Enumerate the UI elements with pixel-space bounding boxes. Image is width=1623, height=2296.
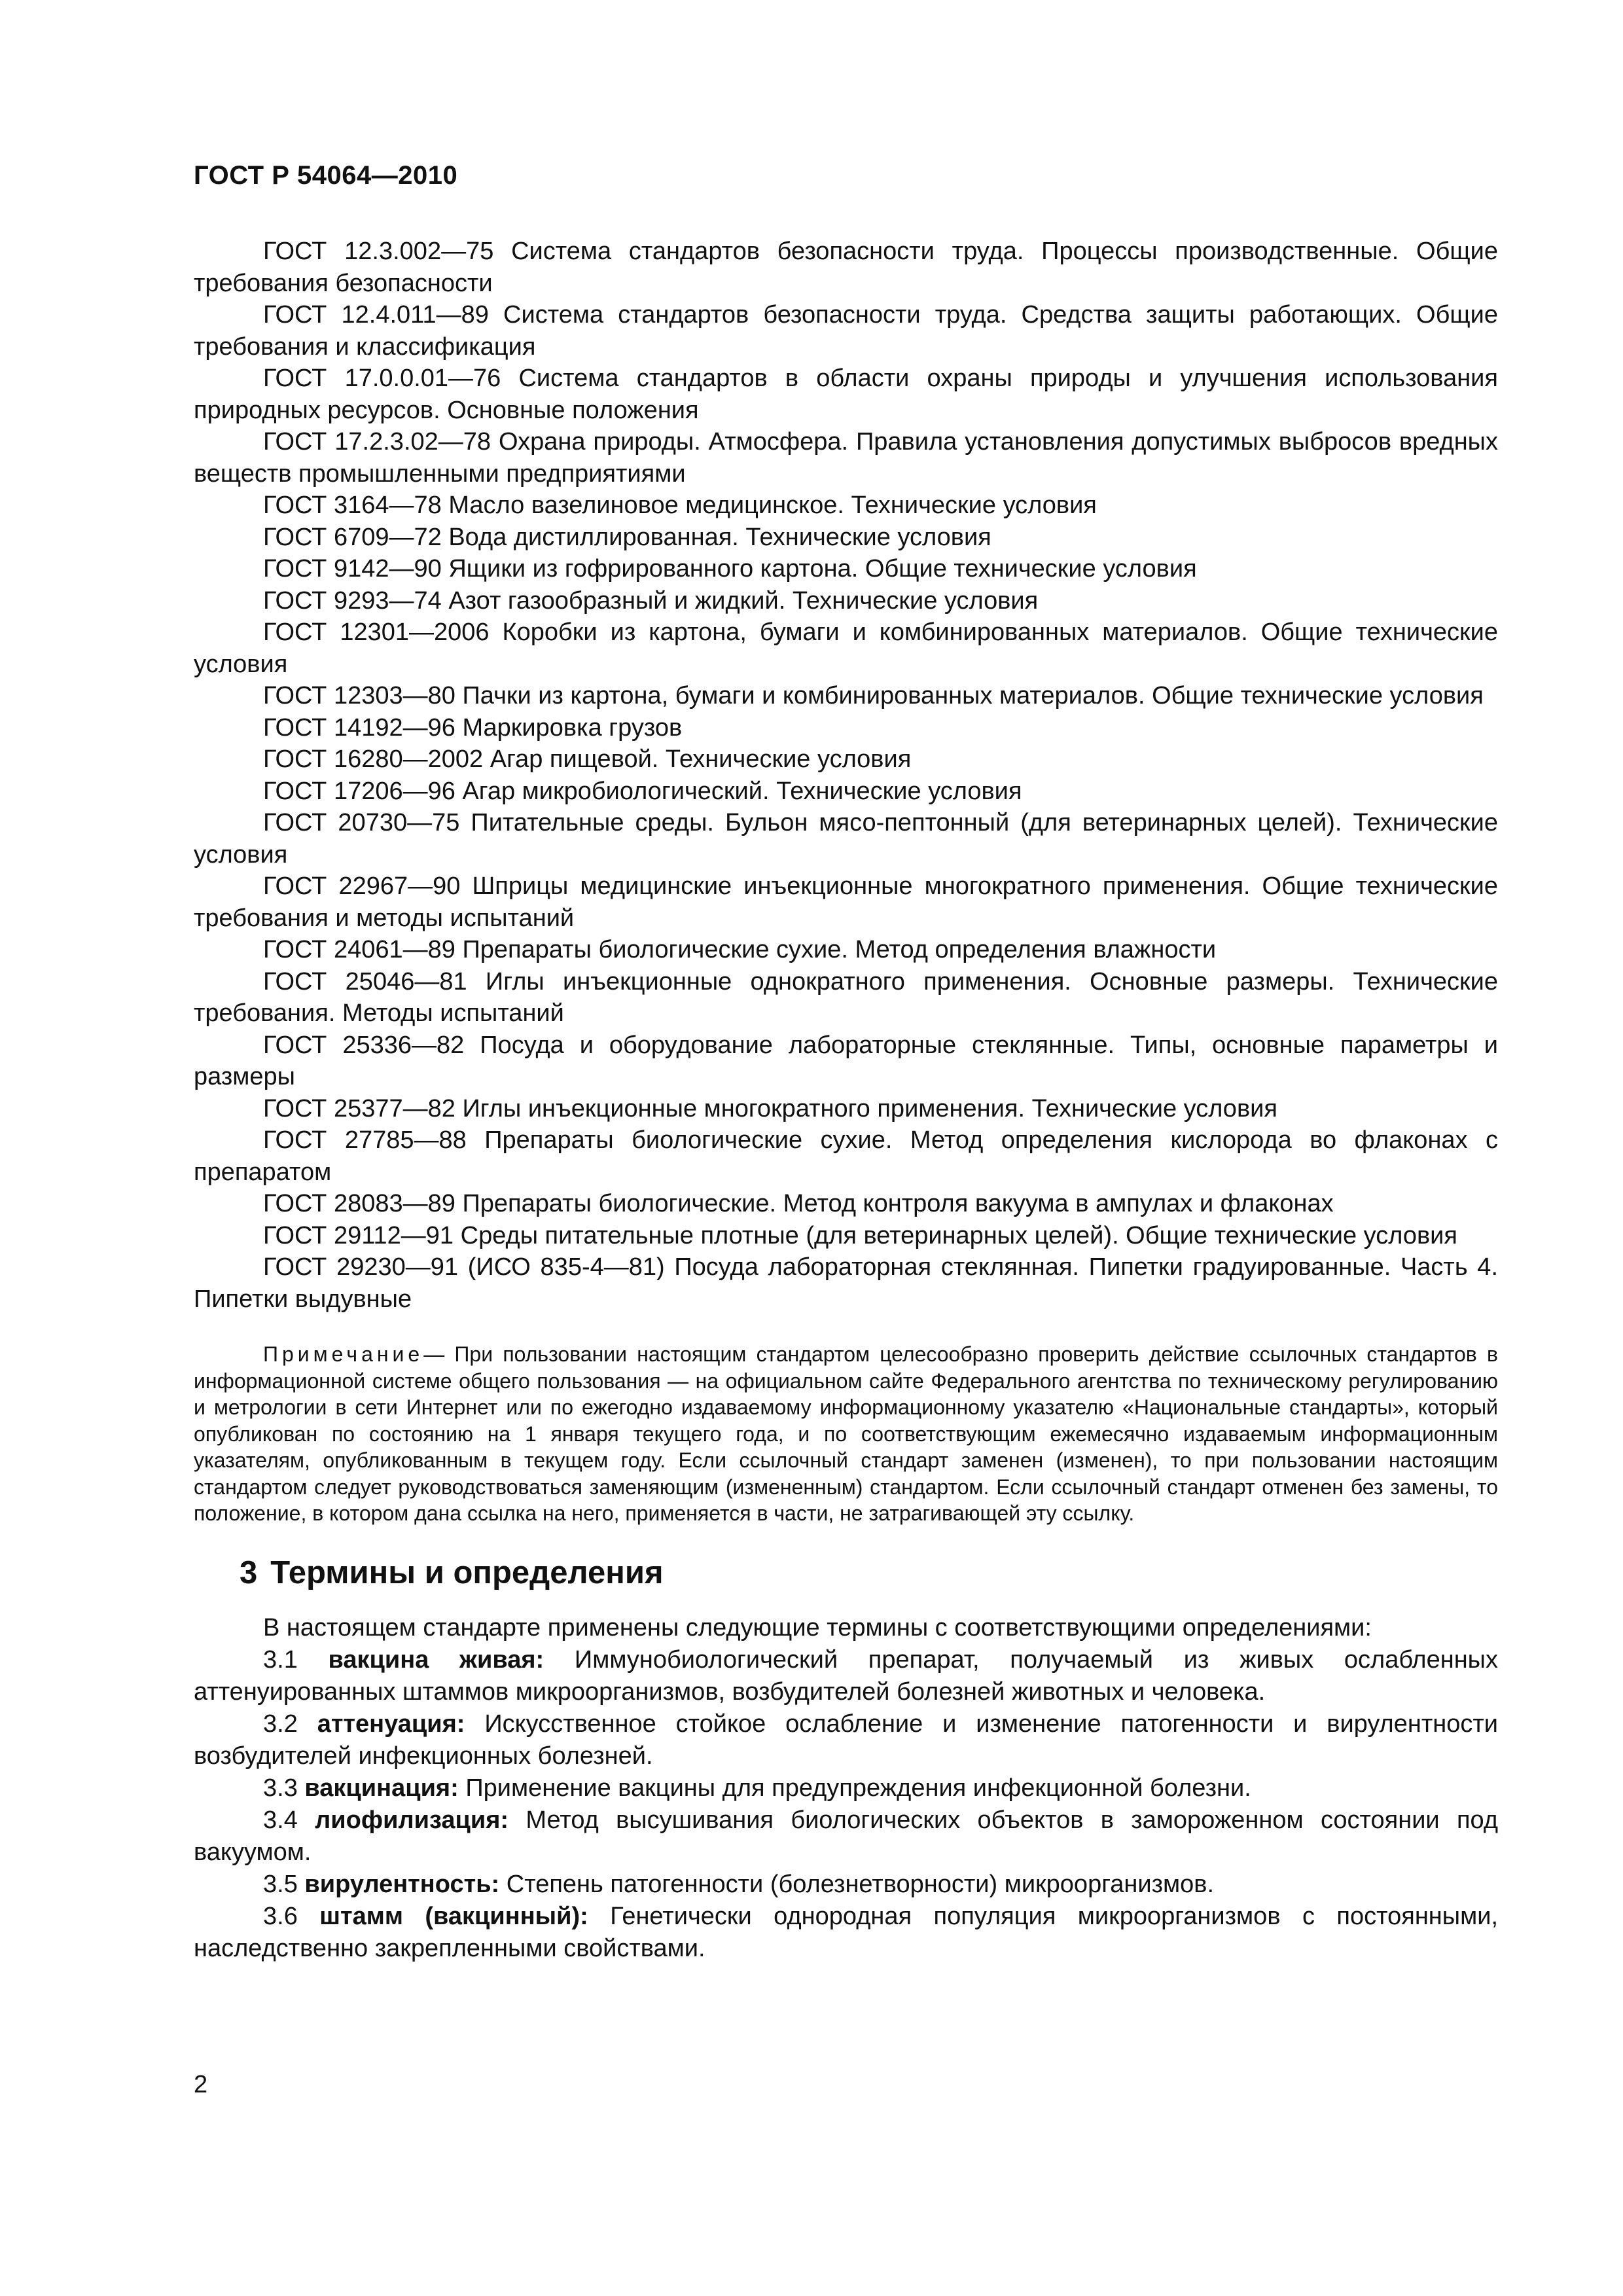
reference-code: ГОСТ 28083—89 xyxy=(263,1190,455,1217)
reference-item xyxy=(194,934,1498,966)
reference-title: Иглы инъекционные многократного применения. Технические условия xyxy=(462,1094,1277,1122)
reference-item xyxy=(194,426,1498,490)
term-name: штамм (вакцинный): xyxy=(319,1902,588,1930)
reference-item xyxy=(194,776,1498,808)
reference-code: ГОСТ 22967—90 xyxy=(263,872,461,900)
term-definition: Метод высушивания биологических объектов в замороженном состоянии под вакуумом. xyxy=(194,1806,1499,1866)
reference-code: ГОСТ 25046—81 xyxy=(263,967,467,996)
section-number: 3 xyxy=(240,1554,258,1590)
reference-item xyxy=(194,522,1498,554)
reference-code: ГОСТ 29112—91 xyxy=(263,1221,454,1249)
reference-title: Система стандартов безопасности труда. Процессы производственные. Общие требования безопасности xyxy=(194,238,1498,297)
reference-title: Агар микробиологический. Технические условия xyxy=(462,777,1022,805)
reference-item xyxy=(194,712,1498,744)
reference-code: ГОСТ 25377—82 xyxy=(263,1094,455,1122)
term-number: 3.2 xyxy=(263,1710,298,1738)
section-terms xyxy=(194,1553,1498,1965)
reference-title: Посуда и оборудование лабораторные стеклянные. Типы, основные параметры и размеры xyxy=(194,1031,1499,1090)
reference-code: ГОСТ 25336—82 xyxy=(263,1031,465,1059)
reference-code: ГОСТ 3164—78 xyxy=(263,492,442,519)
term-name: вакцинация: xyxy=(304,1774,459,1802)
reference-title: Азот газообразный и жидкий. Технические условия xyxy=(448,586,1039,615)
reference-title: Иглы инъекционные однократного применения. Основные размеры. Технические требования. Методы испытаний xyxy=(194,967,1498,1027)
reference-item xyxy=(194,236,1498,299)
term-number: 3.5 xyxy=(263,1870,298,1898)
term-item xyxy=(194,1708,1498,1772)
reference-item xyxy=(194,680,1498,712)
reference-title: (ИСО 835-4—81) Посуда лабораторная стеклянная. Пипетки градуированные. Часть 4. Пипетки выдувные xyxy=(194,1253,1498,1313)
term-definition: Степень патогенности (болезнетворности) микроорганизмов. xyxy=(506,1870,1214,1898)
page-number: 2 xyxy=(194,2071,208,2098)
reference-title: Ящики из гофрированного картона. Общие технические условия xyxy=(448,555,1197,583)
term-name: вакцина живая: xyxy=(328,1645,544,1674)
term-name: аттенуация: xyxy=(317,1710,465,1738)
term-definition: Искусственное стойкое ослабление и изменение патогенности и вирулентности возбудителей инфекционных болезней. xyxy=(194,1710,1498,1770)
reference-title: Шприцы медицинские инъекционные многократного применения. Общие технические требования и методы испытаний xyxy=(194,872,1498,932)
reference-code: ГОСТ 9293—74 xyxy=(263,586,442,615)
reference-item xyxy=(194,870,1498,934)
reference-code: ГОСТ 14192—96 xyxy=(263,713,455,742)
reference-item xyxy=(194,490,1498,522)
reference-item xyxy=(194,299,1498,363)
reference-item xyxy=(194,553,1498,585)
reference-code: ГОСТ 9142—90 xyxy=(263,555,442,583)
reference-item xyxy=(194,1124,1498,1188)
reference-item xyxy=(194,807,1498,870)
term-number: 3.4 xyxy=(263,1806,298,1834)
document-body xyxy=(194,236,1498,1965)
section-title xyxy=(194,1553,1498,1592)
reference-item xyxy=(194,966,1498,1030)
section-title-text: Термины и определения xyxy=(270,1554,664,1590)
reference-item xyxy=(194,1251,1498,1315)
reference-title: Препараты биологические сухие. Метод определения влажности xyxy=(462,936,1217,963)
reference-item xyxy=(194,363,1498,426)
reference-code: ГОСТ 24061—89 xyxy=(263,936,455,963)
term-item xyxy=(194,1772,1498,1804)
reference-code: ГОСТ 12.4.011—89 xyxy=(263,301,489,329)
reference-item xyxy=(194,617,1498,680)
term-item xyxy=(194,1869,1498,1901)
reference-title: Среды питательные плотные (для ветеринарных целей). Общие технические условия xyxy=(460,1221,1457,1249)
reference-title: Агар пищевой. Технические условия xyxy=(490,745,912,773)
reference-code: ГОСТ 12.3.002—75 xyxy=(263,238,494,265)
reference-code: ГОСТ 17.2.3.02—78 xyxy=(263,428,491,456)
term-item xyxy=(194,1901,1498,1965)
term-definition: Применение вакцины для предупреждения инфекционной болезни. xyxy=(465,1774,1251,1802)
reference-code: ГОСТ 17.0.0.01—76 xyxy=(263,365,501,392)
reference-item xyxy=(194,744,1498,776)
section-intro: В настоящем стандарте применены следующие термины с соответствующими определениями: xyxy=(263,1613,1372,1641)
reference-title: Пачки из картона, бумаги и комбинированных материалов. Общие технические условия xyxy=(462,682,1484,709)
term-number: 3.1 xyxy=(263,1645,298,1674)
references-note xyxy=(194,1341,1498,1527)
term-definition: Генетически однородная популяция микроорганизмов с постоянными, наследственно закрепленными свойствами. xyxy=(194,1902,1499,1962)
reference-code: ГОСТ 6709—72 xyxy=(263,523,442,551)
document-header: ГОСТ Р 54064—2010 xyxy=(194,161,458,190)
reference-item xyxy=(194,1188,1498,1220)
note-text: — При пользовании настоящим стандартом целесообразно проверить действие ссылочных стандартов в информационной системе общего пользования — на официальном сайте Федерального агентства по техническому регулированию и метрологии в сети Интернет или по ежегодно издаваемому информационному указателю «Национальные стандарты», который опубликован по состоянию на 1 января текущего года, и по соответствующим ежемесячно издаваемым информационным указателям, опубликованным в текущем году. Если ссылочный стандарт заменен (изменен), то при пользовании настоящим стандартом следует руководствоваться заменяющим (измененным) стандартом. Если ссылочный стандарт отменен без замены, то положение, в котором дана ссылка на него, применяется в части, не затрагивающей эту ссылку. xyxy=(194,1342,1498,1525)
reference-code: ГОСТ 12301—2006 xyxy=(263,619,490,646)
reference-title: Система стандартов в области охраны природы и улучшения использования природных ресурсов. Основные положения xyxy=(194,365,1498,424)
term-item xyxy=(194,1804,1498,1869)
reference-code: ГОСТ 20730—75 xyxy=(263,809,460,836)
reference-title: Вода дистиллированная. Технические условия xyxy=(448,523,991,551)
term-definition: Иммунобиологический препарат, получаемый из живых ослабленных аттенуированных штаммов микроорганизмов, возбудителей болезней животных и человека. xyxy=(194,1645,1498,1706)
reference-title: Питательные среды. Бульон мясо-пептонный (для ветеринарных целей). Технические условия xyxy=(194,809,1498,869)
reference-code: ГОСТ 12303—80 xyxy=(263,682,455,709)
reference-code: ГОСТ 27785—88 xyxy=(263,1126,467,1154)
term-name: вирулентность: xyxy=(304,1870,500,1898)
reference-title: Масло вазелиновое медицинское. Технические условия xyxy=(448,492,1097,519)
reference-title: Препараты биологические. Метод контроля вакуума в ампулах и флаконах xyxy=(462,1190,1334,1217)
reference-code: ГОСТ 16280—2002 xyxy=(263,745,484,773)
term-item xyxy=(194,1644,1498,1708)
reference-title: Маркировка грузов xyxy=(462,713,683,742)
reference-item xyxy=(194,1093,1498,1125)
reference-item xyxy=(194,1220,1498,1252)
term-number: 3.3 xyxy=(263,1774,298,1802)
term-number: 3.6 xyxy=(263,1902,298,1930)
term-name: лиофилизация: xyxy=(315,1806,509,1834)
reference-title: Коробки из картона, бумаги и комбинированных материалов. Общие технические условия xyxy=(194,619,1498,678)
note-label: Примечание xyxy=(263,1342,424,1366)
normative-references xyxy=(194,236,1498,1315)
reference-item xyxy=(194,1030,1498,1093)
reference-title: Система стандартов безопасности труда. Средства защиты работающих. Общие требования и классификация xyxy=(194,301,1499,361)
reference-code: ГОСТ 17206—96 xyxy=(263,777,455,805)
reference-code: ГОСТ 29230—91 xyxy=(263,1253,459,1281)
reference-item xyxy=(194,585,1498,617)
reference-title: Охрана природы. Атмосфера. Правила установления допустимых выбросов вредных веществ промышленными предприятиями xyxy=(194,428,1498,488)
reference-title: Препараты биологические сухие. Метод определения кислорода во флаконах с препаратом xyxy=(194,1126,1498,1186)
